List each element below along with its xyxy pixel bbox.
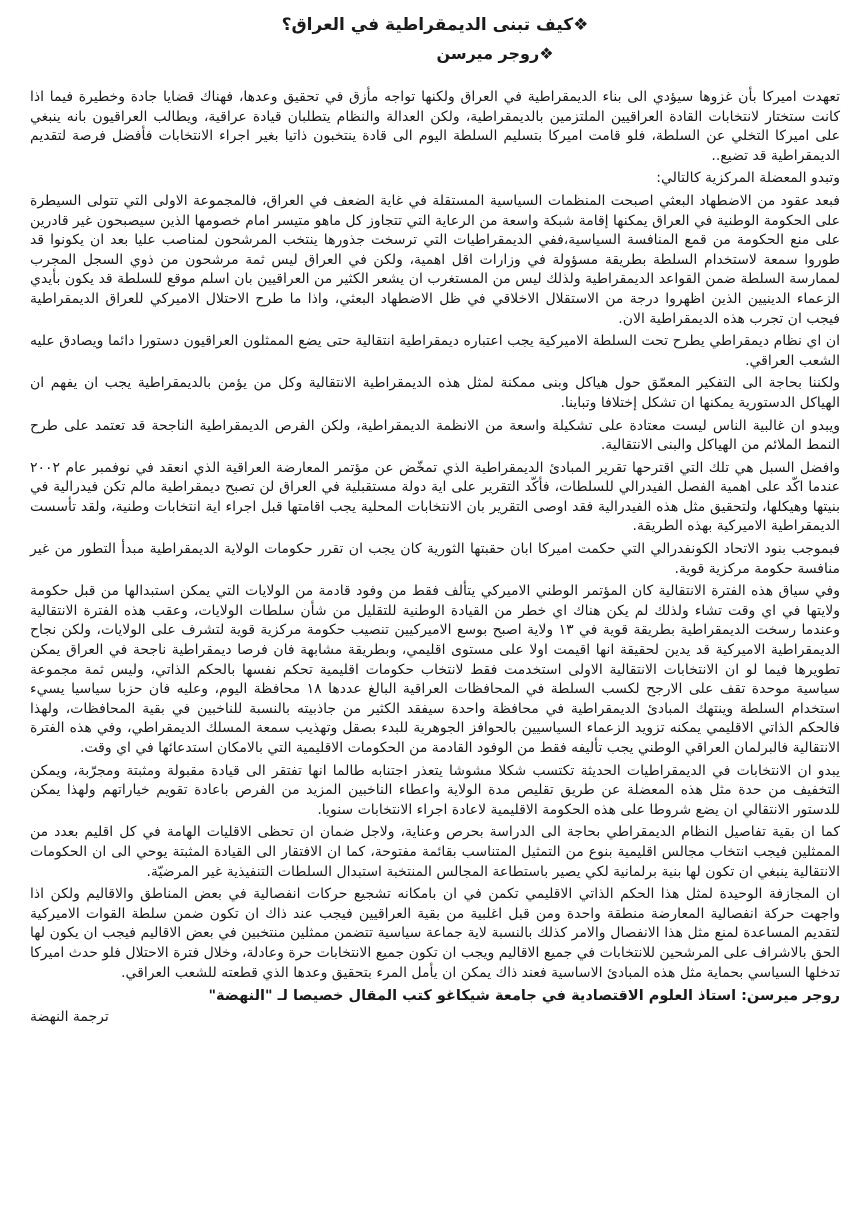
paragraph: فبعد عقود من الاضطهاد البعثي اصبحت المنظمات السياسية المستقلة في غاية الضعف في العراق، فالمجموعة الاولى التي تتولى السيطرة على الحكومة الوطنية في العراق يمكنها إقامة شبكة واسعة من الرعاية التي تتجاوز كل ماهو متيسر امام خصومها الذين سيصبحون غير قادرين على منع الحكومة من قمع المنافسة السياسية،ففي الديمقراطيات التي ترسخت جذورها ينتخب المرشحون لمناصب عليا بعد ان يكونوا قد طوروا سمعة لاستخدام السلطة بطريقة مسؤولة في وزارات اقل اهمية، ولكن في العراق ليس ثمة مرشحون من ذوي السجل المجرب لممارسة السلطة ضمن القواعد الديمقراطية ولذلك ليس من المستغرب ان يشعر الكثير من العراقيين بان اسلم موقع للسلطة قد يكون بأيدي الزعماء الدينيين الذين اظهروا درجة من الاستقلال الاخلاقي في ظل الاضطهاد البعثي، واذا ما طرح الاحتلال الاميركي للعراق الديمقراطية فيجب ان تجرب هذه الديمقراطية الان.: [30, 192, 840, 327]
article-body: [30, 88, 840, 1027]
article-title: ❖كيف تبنى الديمقراطية في العراق؟: [281, 15, 589, 35]
paragraph: تعهدت اميركا بأن غزوها سيؤدي الى بناء الديمقراطية في العراق ولكنها تواجه مأزق في تحقيق وعدها، فهناك قضايا جادة وخطيرة فيما اذا كانت ستختار لانتخابات القادة العراقيين الملتزمين بالديمقراطية، ولكن العدالة والنظام يتطلبان قيادة عراقية، ويطالب العراقيون بانه ينبغي على اميركا التخلي عن السلطة، فلو قامت اميركا بتسليم السلطة اليوم الى قادة ينتخبون ذاتيا بغير اجراء الانتخابات فأفضل فرصة لتقديم الديمقراطية قد تضيع..: [30, 89, 840, 164]
article-header: [30, 12, 840, 66]
translation-credit-wrap: [30, 1006, 840, 1027]
paragraph: ويبدو ان غالبية الناس ليست معتادة على تشكيلة واسعة من الانظمة الديمقراطية، ولكن الفرص الديمقراطية الناجحة قد تعتمد على طرح النمط الملائم من الهياكل والبنى الانتقالية.: [30, 417, 840, 454]
paragraph: كما ان بقية تفاصيل النظام الديمقراطي بحاجة الى الدراسة بحرص وعناية، ولاجل ضمان ان تحظى الاقليات الهامة في كل اقليم بعدد من الممثلين فيجب انتخاب مجالس اقليمية بنوع من التمثيل المتناسب بقائمة مفتوحة، كما ان الافتقار الى القيادة المثبتة يوحي الى ان الحكومات الانتقالية ينبغي ان تكون لها بنية برلمانية لكي يصير باستطاعة المجالس المنتخبة استبدال السلطات التنفيذية غير المرضيّة.: [30, 824, 840, 880]
paragraph: وافضل السبل هي تلك التي اقترحها تقرير المبادئ الديمقراطية الذي تمخّض عن مؤتمر المعارضة العراقية الذي انعقد في نوفمبر عام ٢٠٠٢ عندما اكّد على اهمية الفصل الفيدرالي للسلطات، فأكّد التقرير على اية دولة مستقبلية في العراق لن تصبح ديمقراطية مالم تكن فيدرالية في بنيتها وهيكلها، ولتحقيق مثل هذه الفيدرالية فقد اوصى التقرير بان الانتخابات المحلية يجب اقامتها قبل اجراء اية انتخابات وطنية، ولقد تأسست الديمقراطية الاميركية بهذه الطريقة.: [30, 459, 840, 535]
paragraph: فبموجب بنود الاتحاد الكونفدرالي التي حكمت اميركا ابان حقبتها الثورية كان يجب ان تقرر حكومات الولاية الديمقراطية مبدأ التطور من غير منافسة حكومة مركزية قوية.: [30, 541, 840, 577]
translation-credit: ترجمة النهضة: [30, 1009, 109, 1026]
author-name: ❖روجر ميرسن: [436, 44, 554, 63]
paragraph: يبدو ان الانتخابات في الديمقراطيات الحديثة تكتسب شكلا مشوشا يتعذر اجتنابه طالما انها تفتقر الى قيادة مقبولة ومثبتة ومجرّبة، ويمكن التخفيف من حدة مثل هذه المعضلة عن طريق تقليص مدة الولاية واعطاء الناخبين المزيد من الفرص باعادة تقويم خياراتهم ولهذا يمكن للدستور الانتقالي ان يضع شروطا على هذه الحكومة الاقليمية لاعادة اجراء الانتخابات سنويا.: [30, 762, 840, 818]
author-byline: [30, 42, 840, 66]
paragraph: ولكننا بحاجة الى التفكير المعمّق حول هياكل وبنى ممكنة لمثل هذه الديمقراطية الانتقالية وكل من يؤمن بالديمقراطية يجب ان يفهم ان الهياكل الدستورية يمكنها ان تشكل إختلافا وتباينا.: [30, 375, 840, 411]
paragraph: ان اي نظام ديمقراطي يطرح تحت السلطة الاميركية يجب اعتباره ديمقراطية انتقالية حتى يضع الممثلون العراقيون دستورا دائما ويصادق عليه الشعب العراقي.: [30, 333, 840, 369]
paragraph: ان المجازفة الوحيدة لمثل هذا الحكم الذاتي الاقليمي تكمن في ان بامكانه تشجيع حركات انفصالية في بعض المناطق والاقاليم ولكن اذا واجهت حركة انفصالية المعارضة منطقة واحدة ومن قبل اغلبية من بقية العراقيين فيجب عند ذاك ان تكون ضمن سلطة القوات الاميركية لتقديم المساعدة لمنع مثل هذا الانفصال والامر كذلك بالنسبة لاية جماعة سياسية تتضمن ممثلين منتخبين في بعض الاقاليم فيجب ان يكون لها الحق بالاشراف على المرشحين للانتخابات في جميع الاقاليم ويجب ان تكون جميع الانتخابات حرة وعادلة، وخلال فترة الاحتلال فلو حدث اميركا تدخلها السياسي بحماية مثل هذه المبادئ الاساسية فعند ذاك يمكن ان يأمل المرء بتحقيق وعدها الذي قطعته للشعب العراقي.: [30, 886, 840, 981]
paragraph: وفي سياق هذه الفترة الانتقالية كان المؤتمر الوطني الاميركي يتألف فقط من وفود قادمة من الولايات التي يمكن استبدالها من قبل حكومة ولايتها في اي وقت تشاء ولذلك لم يكن هناك اي خطر من القيادة الوطنية للتقليل من شأن سلطات الولايات، وعقب هذه الفترة الانتقالية وعندما رسخت الديمقراطية بطريقة قوية في ١٣ ولاية اصبح بوسع الاميركيين تنصيب حكومة مركزية قوية لتشرف على الولايات، ولكن نجاح الديمقراطية الاميركية قد يدين لحقيقة انها اقيمت اولا على مستوى اقليمي، وبطريقة مشابهة فان فرصا ديمقراطية ناجحة في العراق يمكن تطويرها فيما لو ان الانتخابات الانتقالية الاولى استخدمت فقط لانتخاب حكومات اقليمية تحكم نفسها بالحكم الذاتي، وليس ثمة مجموعة سياسية موحدة تقف على الارجح لكسب السلطة في المحافظات العراقية البالغ عددها ١٨ محافظة اليوم، وعليه فان حزبا سياسيا يسيء استخدام السلطة وينتهك المبادئ الديمقراطية في محافظة واحدة سيفقد الكثير من جاذبيته بالنسبة للناخبين في بقية المحافظات، ولهذا فالحكم الذاتي الاقليمي يمكنه تزويد الزعماء السياسيين بالحوافز الجوهرية للبدء بصقل وتهذيب سمعة المسلك الديمقراطي، وفي هذه الفترة الانتقالية فالبرلمان العراقي الوطني يجب تأليفه فقط من الوفود القادمة من الحكومات الاقليمية التي بالامكان استدعائها في اي وقت.: [30, 583, 840, 756]
paragraph: وتبدو المعضلة المركزية كالتالي:: [656, 170, 840, 187]
author-signature: روجر ميرسن: استاذ العلوم الاقتصادية في جامعة شيكاغو كتب المقال خصيصا لـ "النهضة": [208, 988, 840, 1005]
